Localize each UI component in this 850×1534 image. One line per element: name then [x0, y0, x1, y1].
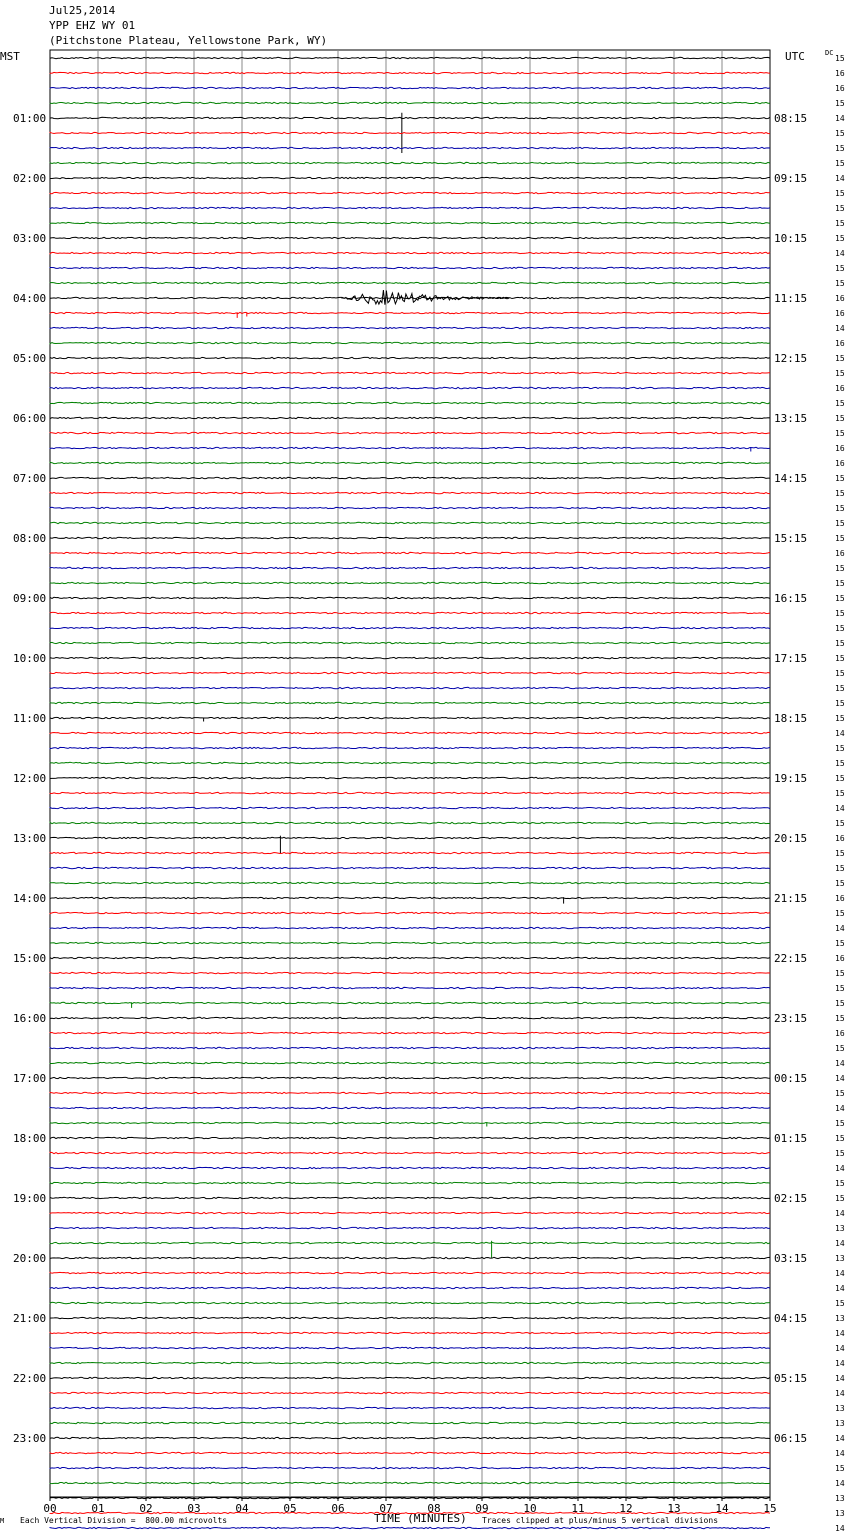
seismic-trace	[50, 72, 770, 73]
dc-offset-label: 15	[835, 489, 845, 498]
utc-hour-label: 04:15	[774, 1312, 808, 1325]
mst-hour-label: 17:00	[13, 1072, 47, 1085]
utc-hour-label: 09:15	[774, 172, 808, 185]
dc-offset-label: 14	[835, 1449, 845, 1458]
x-tick-label: 13	[667, 1502, 681, 1515]
mst-hour-label: 13:00	[13, 832, 47, 845]
seismic-trace	[50, 147, 770, 148]
utc-hour-label: 06:15	[774, 1432, 808, 1445]
mst-hour-label: 19:00	[13, 1192, 47, 1205]
dc-offset-label: 15	[835, 819, 845, 828]
dc-offset-label: 15	[835, 624, 845, 633]
dc-offset-label: 14	[835, 1479, 845, 1488]
mst-hour-label: 23:00	[13, 1432, 47, 1445]
dc-offset-label: 16	[835, 384, 845, 393]
seismic-trace	[50, 1017, 770, 1018]
dc-offset-label: 15	[835, 669, 845, 678]
dc-offset-label: 16	[835, 894, 845, 903]
dc-offset-label: 15	[835, 909, 845, 918]
utc-hour-label: 00:15	[774, 1072, 808, 1085]
mst-hour-label: 18:00	[13, 1132, 47, 1145]
seismic-trace	[50, 402, 770, 403]
dc-offset-label: 14	[835, 1434, 845, 1443]
seismic-trace	[50, 1467, 770, 1468]
seismic-trace	[50, 1047, 770, 1048]
dc-offset-label: 15	[835, 429, 845, 438]
x-tick-label: 09	[475, 1502, 489, 1515]
seismic-trace	[50, 837, 770, 838]
seismic-trace	[50, 1062, 770, 1063]
utc-hour-label: 21:15	[774, 892, 808, 905]
dc-offset-label: 16	[835, 339, 845, 348]
mst-hour-label: 16:00	[13, 1012, 47, 1025]
x-tick-label: 02	[139, 1502, 153, 1515]
dc-offset-label: 13	[835, 1509, 845, 1518]
dc-offset-label: 15	[835, 354, 845, 363]
seismic-trace	[50, 1227, 770, 1228]
utc-hour-label: 15:15	[774, 532, 808, 545]
dc-offset-label: 14	[835, 324, 845, 333]
seismic-trace	[50, 942, 770, 943]
seismic-trace	[50, 672, 770, 673]
utc-hour-label: 03:15	[774, 1252, 808, 1265]
dc-offset-label: 14	[835, 1059, 845, 1068]
mst-hour-label: 03:00	[13, 232, 47, 245]
mst-hour-label: 12:00	[13, 772, 47, 785]
dc-offset-label: 15	[835, 219, 845, 228]
utc-hour-label: 10:15	[774, 232, 808, 245]
x-tick-label: 03	[187, 1502, 201, 1515]
seismic-trace	[50, 702, 770, 703]
scale-note: Each Vertical Division = 800.00 microvolts	[20, 1516, 228, 1525]
seismic-trace	[50, 387, 770, 388]
utc-hour-label: 08:15	[774, 112, 808, 125]
mst-hour-label: 09:00	[13, 592, 47, 605]
dc-offset-label: 15	[835, 1014, 845, 1023]
dc-offset-label: 14	[835, 249, 845, 258]
mst-hour-label: 04:00	[13, 292, 47, 305]
header-location: (Pitchstone Plateau, Yellowstone Park, WY)	[49, 34, 328, 47]
dc-offset-label: 14	[835, 729, 845, 738]
seismic-trace	[50, 162, 770, 163]
utc-label: UTC	[785, 50, 805, 63]
dc-offset-label: 15	[835, 1089, 845, 1098]
seismic-trace	[50, 612, 770, 613]
dc-offset-label: 15	[835, 579, 845, 588]
utc-hour-label: 12:15	[774, 352, 808, 365]
dc-offset-label: 15	[835, 969, 845, 978]
dc-offset-label: 13	[835, 1404, 845, 1413]
seismic-trace	[50, 687, 770, 688]
dc-offset-label: 13	[835, 1494, 845, 1503]
seismic-trace	[50, 207, 770, 208]
dc-offset-label: 13	[835, 1419, 845, 1428]
dc-offset-label: 15	[835, 684, 845, 693]
dc-offset-label: 15	[835, 744, 845, 753]
dc-offset-label: 15	[835, 264, 845, 273]
seismic-trace	[50, 372, 770, 373]
seismic-trace	[50, 87, 770, 88]
seismic-trace	[50, 102, 770, 103]
dc-offset-label: 16	[835, 834, 845, 843]
utc-hour-label: 23:15	[774, 1012, 808, 1025]
dc-offset-label: 15	[835, 54, 845, 63]
seismic-trace	[50, 447, 770, 448]
seismic-trace	[50, 1152, 770, 1153]
x-tick-label: 10	[523, 1502, 537, 1515]
seismic-trace	[50, 882, 770, 883]
dc-offset-label: 15	[835, 654, 845, 663]
mst-hour-label: 20:00	[13, 1252, 47, 1265]
dc-offset-label: 15	[835, 1044, 845, 1053]
dc-offset-label: 15	[835, 594, 845, 603]
seismic-trace	[50, 912, 770, 913]
dc-offset-label: 13	[835, 1314, 845, 1323]
utc-hour-label: 16:15	[774, 592, 808, 605]
seismic-trace	[50, 1482, 770, 1483]
seismic-trace	[50, 222, 770, 223]
mst-hour-label: 08:00	[13, 532, 47, 545]
seismic-trace	[50, 807, 770, 808]
mst-label: MST	[0, 50, 20, 63]
dc-offset-label: 14	[835, 1104, 845, 1113]
dc-label: DC	[825, 49, 834, 57]
dc-offset-label: 14	[835, 804, 845, 813]
seismic-trace	[50, 927, 770, 928]
seismic-trace	[50, 432, 770, 433]
x-tick-label: 11	[571, 1502, 585, 1515]
clip-note: Traces clipped at plus/minus 5 vertical divisions	[482, 1516, 719, 1525]
dc-offset-label: 15	[835, 1119, 845, 1128]
utc-hour-label: 17:15	[774, 652, 808, 665]
dc-offset-label: 14	[835, 1344, 845, 1353]
x-tick-label: 15	[763, 1502, 777, 1515]
mst-hour-label: 01:00	[13, 112, 47, 125]
dc-offset-label: 15	[835, 129, 845, 138]
seismic-trace	[50, 1377, 770, 1378]
seismic-trace	[50, 1347, 770, 1348]
seismic-trace	[50, 342, 770, 343]
dc-offset-label: 14	[835, 1284, 845, 1293]
seismic-trace	[50, 897, 770, 898]
seismic-trace	[50, 642, 770, 643]
dc-offset-label: 14	[835, 1074, 845, 1083]
seismic-trace	[50, 117, 770, 118]
seismic-trace	[50, 1257, 770, 1258]
dc-offset-label: 15	[835, 519, 845, 528]
seismic-trace	[50, 567, 770, 568]
seismic-trace	[50, 132, 770, 133]
mst-hour-label: 21:00	[13, 1312, 47, 1325]
mst-hour-label: 06:00	[13, 412, 47, 425]
dc-offset-label: 15	[835, 189, 845, 198]
dc-offset-label: 15	[835, 204, 845, 213]
utc-hour-label: 19:15	[774, 772, 808, 785]
dc-offset-label: 15	[835, 774, 845, 783]
seismic-trace	[50, 537, 770, 538]
dc-offset-label: 15	[835, 759, 845, 768]
corner-mark: M	[0, 1517, 5, 1525]
seismic-trace	[50, 657, 770, 658]
seismic-trace	[50, 1182, 770, 1183]
seismic-trace	[50, 492, 770, 493]
seismic-trace	[50, 957, 770, 958]
seismic-trace	[50, 282, 770, 283]
utc-hour-label: 02:15	[774, 1192, 808, 1205]
seismic-trace	[50, 1422, 770, 1423]
seismic-trace	[50, 522, 770, 523]
header-date: Jul25,2014	[49, 4, 116, 17]
x-tick-label: 04	[235, 1502, 249, 1515]
dc-offset-label: 15	[835, 1194, 845, 1203]
seismic-trace	[50, 237, 770, 238]
seismic-trace	[50, 1452, 770, 1453]
dc-offset-label: 15	[835, 999, 845, 1008]
dc-offset-label: 15	[835, 939, 845, 948]
dc-offset-label: 16	[835, 549, 845, 558]
seismic-trace	[50, 1437, 770, 1438]
dc-offset-label: 14	[835, 1389, 845, 1398]
dc-offset-label: 15	[835, 1134, 845, 1143]
mst-hour-label: 10:00	[13, 652, 47, 665]
utc-hour-label: 13:15	[774, 412, 808, 425]
seismic-trace	[50, 1122, 770, 1123]
dc-offset-label: 15	[835, 234, 845, 243]
seismic-trace	[50, 462, 770, 463]
x-tick-label: 05	[283, 1502, 297, 1515]
dc-offset-label: 14	[835, 1164, 845, 1173]
seismic-trace	[50, 1092, 770, 1093]
seismic-trace	[50, 717, 770, 718]
dc-offset-label: 16	[835, 954, 845, 963]
utc-hour-label: 05:15	[774, 1372, 808, 1385]
seismic-trace	[50, 192, 770, 193]
seismic-trace	[50, 1002, 770, 1003]
seismic-trace	[50, 1392, 770, 1393]
dc-offset-label: 14	[835, 1359, 845, 1368]
dc-offset-label: 15	[835, 849, 845, 858]
dc-offset-label: 14	[835, 1239, 845, 1248]
dc-offset-label: 15	[835, 879, 845, 888]
seismic-trace	[50, 777, 770, 778]
dc-offset-label: 15	[835, 99, 845, 108]
utc-hour-label: 20:15	[774, 832, 808, 845]
dc-offset-label: 14	[835, 114, 845, 123]
dc-offset-label: 14	[835, 924, 845, 933]
seismic-trace	[50, 1332, 770, 1333]
seismic-trace	[50, 747, 770, 748]
seismic-trace	[50, 762, 770, 763]
seismic-traces	[50, 57, 770, 1534]
seismic-trace	[50, 327, 770, 328]
seismic-trace	[50, 1272, 770, 1273]
seismic-trace	[50, 987, 770, 988]
dc-offset-label: 15	[835, 1299, 845, 1308]
seismic-trace	[50, 252, 770, 253]
dc-offset-label: 14	[835, 174, 845, 183]
dc-offset-label: 15	[835, 399, 845, 408]
seismic-trace	[50, 1107, 770, 1108]
seismic-trace	[50, 792, 770, 793]
seismic-trace	[50, 852, 770, 853]
dc-offset-label: 15	[835, 714, 845, 723]
seismic-trace	[50, 1497, 770, 1498]
dc-offset-label: 15	[835, 1464, 845, 1473]
seismic-trace	[50, 1197, 770, 1198]
dc-offset-label: 16	[835, 69, 845, 78]
x-axis-title: TIME (MINUTES)	[374, 1512, 467, 1525]
dc-offset-label: 15	[835, 474, 845, 483]
mst-hour-label: 11:00	[13, 712, 47, 725]
utc-hour-label: 01:15	[774, 1132, 808, 1145]
dc-offset-label: 15	[835, 864, 845, 873]
x-tick-label: 00	[43, 1502, 57, 1515]
dc-offset-label: 13	[835, 1254, 845, 1263]
utc-hour-label: 22:15	[774, 952, 808, 965]
dc-offset-label: 15	[835, 639, 845, 648]
seismic-trace	[50, 1362, 770, 1363]
mst-hour-label: 07:00	[13, 472, 47, 485]
seismic-trace	[50, 1167, 770, 1168]
seismic-trace	[50, 1137, 770, 1138]
dc-offset-label: 14	[835, 1329, 845, 1338]
dc-offset-label: 15	[835, 564, 845, 573]
x-tick-label: 08	[427, 1502, 441, 1515]
seismic-trace	[50, 1287, 770, 1288]
mst-hour-label: 02:00	[13, 172, 47, 185]
seismic-trace	[50, 177, 770, 178]
dc-offset-label: 16	[835, 309, 845, 318]
seismic-trace	[50, 867, 770, 868]
seismic-trace	[50, 1302, 770, 1303]
utc-hour-label: 14:15	[774, 472, 808, 485]
dc-offset-label: 15	[835, 534, 845, 543]
dc-offset-label: 15	[835, 609, 845, 618]
dc-offset-label: 15	[835, 789, 845, 798]
seismic-trace	[50, 1212, 770, 1213]
axis-labels	[13, 54, 845, 1534]
dc-offset-label: 15	[835, 984, 845, 993]
dc-offset-label: 16	[835, 294, 845, 303]
dc-offset-label: 15	[835, 699, 845, 708]
seismic-trace	[50, 477, 770, 478]
dc-offset-label: 16	[835, 84, 845, 93]
seismic-trace	[50, 267, 770, 268]
seismic-trace	[50, 1077, 770, 1078]
seismic-trace	[50, 627, 770, 628]
x-tick-label: 14	[715, 1502, 729, 1515]
seismic-trace	[50, 57, 770, 58]
utc-hour-label: 18:15	[774, 712, 808, 725]
dc-offset-label: 14	[835, 1269, 845, 1278]
dc-offset-label: 16	[835, 444, 845, 453]
seismic-trace	[50, 822, 770, 823]
dc-offset-label: 14	[835, 1374, 845, 1383]
seismic-trace	[50, 1317, 770, 1318]
seismic-trace	[50, 1032, 770, 1033]
mst-hour-label: 05:00	[13, 352, 47, 365]
x-tick-label: 06	[331, 1502, 345, 1515]
dc-offset-label: 14	[835, 1209, 845, 1218]
seismic-trace	[50, 597, 770, 598]
seismic-trace	[50, 732, 770, 733]
dc-offset-label: 15	[835, 369, 845, 378]
dc-offset-label: 15	[835, 504, 845, 513]
seismic-trace	[50, 552, 770, 553]
seismic-trace	[50, 582, 770, 583]
x-tick-label: 12	[619, 1502, 633, 1515]
dc-offset-label: 16	[835, 459, 845, 468]
seismic-trace	[50, 417, 770, 418]
mst-hour-label: 22:00	[13, 1372, 47, 1385]
dc-offset-label: 15	[835, 1149, 845, 1158]
x-tick-label: 01	[91, 1502, 105, 1515]
seismic-trace	[50, 1242, 770, 1243]
seismic-trace	[50, 1407, 770, 1408]
dc-offset-label: 13	[835, 1224, 845, 1233]
dc-offset-label: 15	[835, 414, 845, 423]
header-station: YPP EHZ WY 01	[49, 19, 136, 32]
dc-offset-label: 16	[835, 1029, 845, 1038]
utc-hour-label: 11:15	[774, 292, 808, 305]
seismic-trace	[50, 972, 770, 973]
dc-offset-label: 15	[835, 159, 845, 168]
seismic-trace	[50, 507, 770, 508]
seismic-trace	[50, 1527, 770, 1528]
mst-hour-label: 14:00	[13, 892, 47, 905]
mst-hour-label: 15:00	[13, 952, 47, 965]
seismic-trace	[50, 357, 770, 358]
dc-offset-label: 14	[835, 1524, 845, 1533]
dc-offset-label: 15	[835, 279, 845, 288]
x-tick-label: 07	[379, 1502, 393, 1515]
dc-offset-label: 15	[835, 1179, 845, 1188]
seismic-trace	[50, 312, 770, 313]
dc-offset-label: 15	[835, 144, 845, 153]
